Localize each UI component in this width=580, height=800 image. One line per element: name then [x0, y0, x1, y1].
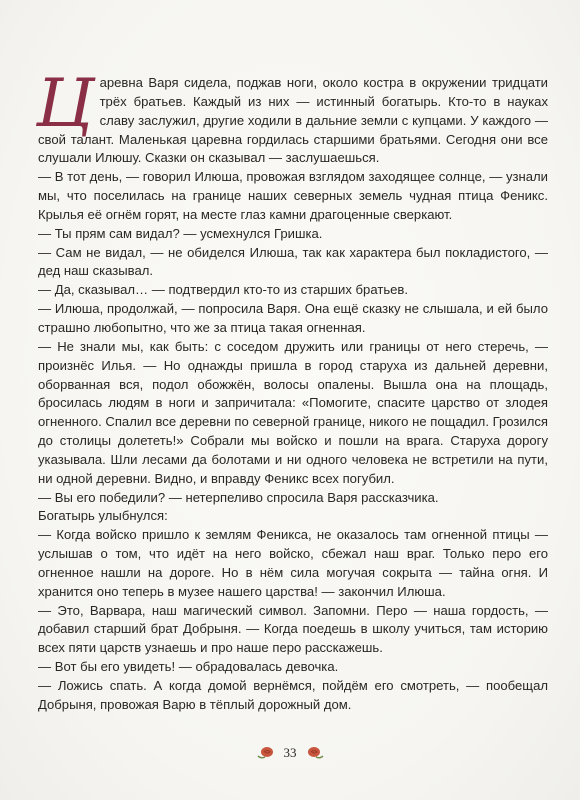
paragraph-5: — Да, сказывал… — подтвердил кто-то из старших братьев. [38, 282, 409, 298]
rose-icon [307, 746, 325, 760]
paragraph-13: — Ложись спать. А когда домой вернёмся, пойдём его смотреть, — пообещал Добрыня, провожая Варю в тёплый дорожный дом. [38, 678, 548, 712]
paragraph-1 [36, 65, 548, 168]
page-footer [0, 745, 580, 761]
paragraph-1-text: аревна Варя сидела, поджав ноги, около костра в окружении тридцати трёх братьев. Каждый из них — истинный богатырь. Кто-то в науках славу заслужил, другие ходили в дальние земли с купцами. У каждого — свой талант. Маленькая царевна гордилась старшими братьями. Сегодня они все слушали Илюшу. Сказки он сказывал — заслушаешься. [38, 75, 548, 166]
page-number: 33 [283, 745, 297, 760]
paragraph-11: — Это, Варвара, наш магический символ. Запомни. Перо — наша гордость, — добавил старший брат Добрыня. — Когда поедешь в школу учиться, там историю всех пяти царств узнаешь и про наше перо расскажешь. [38, 602, 548, 656]
story-text [36, 65, 548, 715]
paragraph-8: — Вы его победили? — нетерпеливо спросила Варя рассказчика. [38, 489, 439, 505]
drop-cap-letter: Ц [36, 65, 94, 142]
paragraph-9: Богатырь улыбнулся: [38, 508, 168, 524]
paragraph-12: — Вот бы его увидеть! — обрадовалась девочка. [38, 659, 339, 675]
paragraph-2: — В тот день, — говорил Илюша, провожая взглядом заходящее солнце, — узнали мы, что поселилась на границе наших северных земель чудная птица Феникс. Крылья её огнём горят, на месте глаз камни драгоценные сверкают. [38, 169, 548, 222]
paragraph-7: — Не знали мы, как быть: с соседом дружить или границы от него стеречь, — произнёс Илья. — Но однажды пришла в город старуха из дальней деревни, оборванная вся, подол обожжён, волосы опалены. Вышла она на площадь, бросилась людям в ноги и запричитала: «Помогите, спасите царство от злодея огненного. Спалил все деревни по северной границе, никого не пощадил. Грозился до столицы долететь!» Собрали мы войско и пошли на врага. Старуха дорогу указывала. Шли лесами да болотами и ни одного человека не встретили на пути, ни одной деревни. Видно, и вправду Феникс всех погубил. [38, 338, 548, 486]
paragraph-10: — Когда войско пришло к землям Феникса, не оказалось там огненной птицы — услышав о том, что идёт на него войско, сбежал наш враг. Только перо его огненное нашли на дороге. Но в нём сила могучая сокрыта — тайна огня. И хранится оно теперь в музее нашего царства! — закончил Илюша. [38, 527, 548, 599]
rose-icon [256, 746, 274, 760]
paragraph-6: — Илюша, продолжай, — попросила Варя. Она ещё сказку не слышала, и ей было страшно любопытно, что же за птица такая огненная. [38, 301, 548, 335]
paragraph-4: — Сам не видал, — не обиделся Илюша, так как характера был покладистого, — дед наш сказывал. [38, 244, 548, 279]
paragraph-3: — Ты прям сам видал? — усмехнулся Гришка. [38, 225, 323, 241]
